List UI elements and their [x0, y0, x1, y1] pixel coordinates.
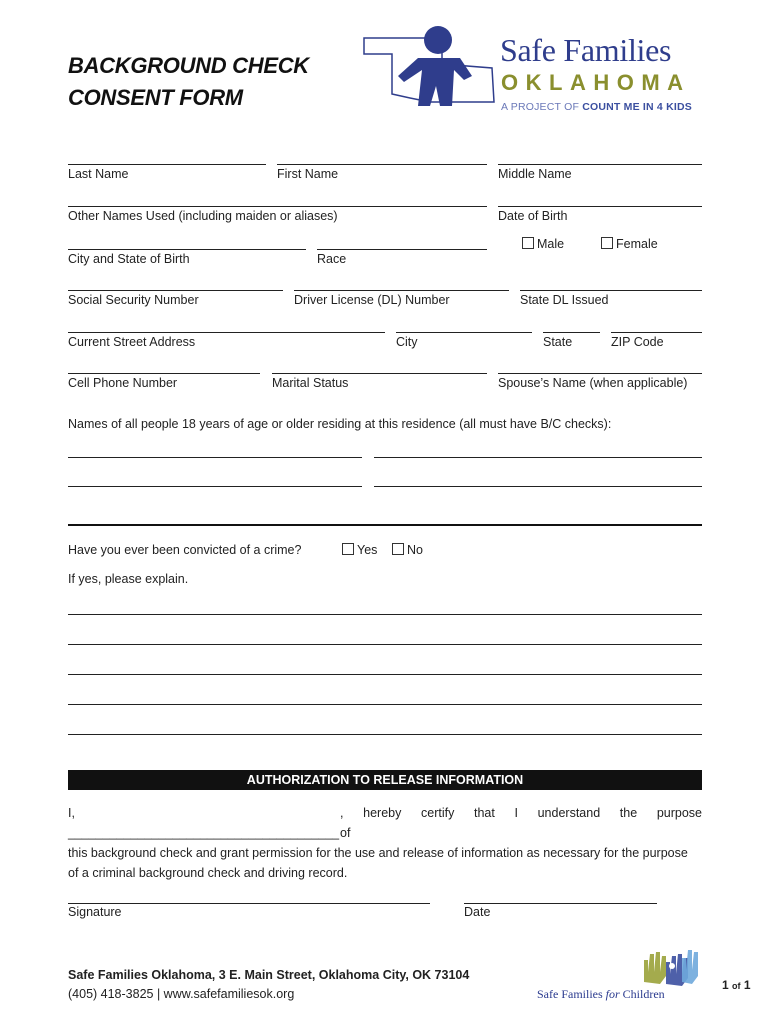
- logo-project-name: COUNT ME IN 4 KIDS: [582, 101, 692, 113]
- marital-field[interactable]: [272, 373, 487, 374]
- other-names-label: Other Names Used (including maiden or aliases): [68, 209, 338, 223]
- name-blank[interactable]: _______________________________________: [68, 826, 340, 840]
- crime-no-label: No: [407, 543, 423, 557]
- hands-logo-icon: [640, 946, 702, 986]
- safe-families-for-children-logo: [537, 987, 665, 1002]
- street-field[interactable]: [68, 332, 385, 333]
- resident-line[interactable]: [374, 457, 702, 458]
- logo-project-prefix: A PROJECT OF: [501, 101, 580, 113]
- crime-yes-label: Yes: [357, 543, 378, 557]
- cell-field[interactable]: [68, 373, 260, 374]
- authorization-line1-start: [68, 803, 340, 843]
- dl-number-label: Driver License (DL) Number: [294, 293, 450, 307]
- male-checkbox[interactable]: [522, 237, 534, 249]
- ssn-field[interactable]: [68, 290, 283, 291]
- explain-line[interactable]: [68, 644, 702, 645]
- middle-name-label: Middle Name: [498, 167, 572, 181]
- signature-field[interactable]: [68, 903, 430, 904]
- ssn-label: Social Security Number: [68, 293, 199, 307]
- residents-prompt: Names of all people 18 years of age or older residing at this residence (all must have B/C checks):: [68, 417, 612, 431]
- female-option[interactable]: [601, 237, 658, 251]
- race-field[interactable]: [317, 249, 487, 250]
- form-title: [68, 50, 309, 114]
- cell-label: Cell Phone Number: [68, 376, 178, 390]
- logo2-text-b: for: [605, 987, 620, 1001]
- state-dl-field[interactable]: [520, 290, 702, 291]
- crime-no-option[interactable]: [392, 543, 423, 557]
- footer-address: Safe Families Oklahoma, 3 E. Main Street, Oklahoma City, OK 73104: [68, 968, 470, 982]
- signature-label: Signature: [68, 905, 122, 919]
- female-label: Female: [616, 237, 658, 251]
- crime-yes-checkbox[interactable]: [342, 543, 354, 555]
- spouse-field[interactable]: [498, 373, 702, 374]
- logo-project: [501, 101, 692, 113]
- page-of: of: [732, 981, 741, 991]
- explain-line[interactable]: [68, 734, 702, 735]
- state-field[interactable]: [543, 332, 600, 333]
- resident-line[interactable]: [68, 457, 362, 458]
- street-label: Current Street Address: [68, 335, 196, 349]
- crime-yes-option[interactable]: [342, 543, 377, 557]
- marital-label: Marital Status: [272, 376, 349, 390]
- zip-label: ZIP Code: [611, 335, 664, 349]
- city-field[interactable]: [396, 332, 532, 333]
- explain-line[interactable]: [68, 704, 702, 705]
- crime-no-checkbox[interactable]: [392, 543, 404, 555]
- authorization-heading: AUTHORIZATION TO RELEASE INFORMATION: [68, 770, 702, 790]
- first-name-field[interactable]: [277, 164, 487, 165]
- page-number: [722, 978, 751, 992]
- authorization-line3: of a criminal background check and driving record.: [68, 866, 348, 880]
- authorization-text: [68, 803, 702, 883]
- dob-field[interactable]: [498, 206, 702, 207]
- date-field[interactable]: [464, 903, 657, 904]
- city-state-birth-field[interactable]: [68, 249, 306, 250]
- authorization-line2: this background check and grant permission for the use and release of information as necessary for the purpose: [68, 846, 688, 860]
- male-option[interactable]: [522, 237, 564, 251]
- authorization-prefix: I,: [68, 806, 75, 820]
- middle-name-field[interactable]: [498, 164, 702, 165]
- race-label: Race: [317, 252, 347, 266]
- state-dl-label: State DL Issued: [520, 293, 609, 307]
- zip-field[interactable]: [611, 332, 702, 333]
- form-title-line2: CONSENT FORM: [68, 85, 243, 110]
- crime-explain-label: If yes, please explain.: [68, 572, 189, 586]
- dob-label: Date of Birth: [498, 209, 568, 223]
- last-name-field[interactable]: [68, 164, 266, 165]
- female-checkbox[interactable]: [601, 237, 613, 249]
- spouse-label: Spouse’s Name (when applicable): [498, 376, 688, 390]
- last-name-label: Last Name: [68, 167, 129, 181]
- footer-contact: (405) 418-3825 | www.safefamiliesok.org: [68, 987, 295, 1001]
- resident-line[interactable]: [374, 486, 702, 487]
- date-label: Date: [464, 905, 491, 919]
- oklahoma-figure-logo-icon: [360, 24, 500, 110]
- footer: [68, 966, 469, 1004]
- logo-name: Safe Families: [500, 32, 672, 68]
- explain-line[interactable]: [68, 674, 702, 675]
- city-label: City: [396, 335, 418, 349]
- authorization-line1: [68, 803, 702, 843]
- state-label: State: [543, 335, 573, 349]
- section-divider: [68, 524, 702, 526]
- page-current: 1: [722, 978, 729, 992]
- crime-question: Have you ever been convicted of a crime?: [68, 543, 302, 557]
- logo2-text-c: Children: [619, 987, 665, 1001]
- logo2-text-a: Safe Families: [537, 987, 606, 1001]
- explain-line[interactable]: [68, 614, 702, 615]
- resident-line[interactable]: [68, 486, 362, 487]
- authorization-line1-rest: , hereby certify that I understand the purpose of: [340, 806, 702, 840]
- dl-number-field[interactable]: [294, 290, 509, 291]
- city-state-birth-label: City and State of Birth: [68, 252, 190, 266]
- logo-state: OKLAHOMA: [501, 70, 691, 95]
- form-title-line1: BACKGROUND CHECK: [68, 53, 309, 78]
- first-name-label: First Name: [277, 167, 339, 181]
- other-names-field[interactable]: [68, 206, 487, 207]
- page-total: 1: [743, 978, 751, 992]
- male-label: Male: [537, 237, 565, 251]
